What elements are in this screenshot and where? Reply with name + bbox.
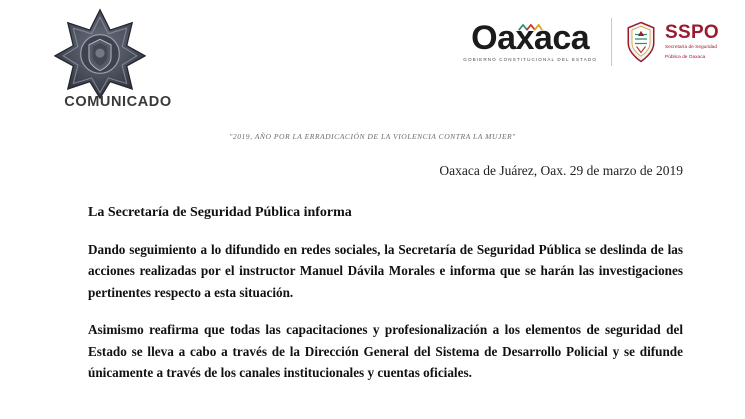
- sspo-acronym: SSPO: [665, 21, 719, 43]
- comunicado-label: COMUNICADO: [64, 94, 172, 110]
- logo-divider: [611, 18, 612, 66]
- sspo-text-block: [665, 23, 719, 62]
- body-paragraph-1: Dando seguimiento a lo difundido en redes sociales, la Secretaría de Seguridad Pública se deslinda de las acciones realizadas por el instructor Manuel Dávila Morales e informa que se harán las investigaciones pertinentes respecto a esta situación.: [88, 242, 683, 300]
- body-paragraph-2: Asimismo reafirma que todas las capacitaciones y profesionalización a los elementos de seguridad del Estado se lleva a cabo a través de la Dirección General del Sistema de Desarrollo Policial y se difunde únicamente a través de los canales institucionales y cuentas oficiales.: [88, 322, 683, 380]
- oaxaca-government-logo: [463, 21, 597, 63]
- oaxaca-wordmark: Oaxaca: [471, 19, 590, 58]
- badge-block: [54, 8, 172, 118]
- sspo-subtitle-line1: Secretaría de Seguridad: [665, 44, 717, 50]
- lead-paragraph: La Secretaría de Seguridad Pública informa: [88, 205, 352, 220]
- oaxaca-subtitle: GOBIERNO CONSTITUCIONAL DEL ESTADO: [463, 57, 597, 63]
- police-star-badge-icon: [54, 8, 146, 100]
- document-header: [0, 0, 745, 118]
- state-shield-emblem-icon: [626, 21, 656, 63]
- year-slogan: "2019, AÑO POR LA ERRADICACIÓN DE LA VIOLENCIA CONTRA LA MUJER": [229, 132, 516, 141]
- right-logo-group: [463, 18, 719, 66]
- document-body: [0, 205, 745, 383]
- sspo-logo: [626, 21, 719, 63]
- dateline: Oaxaca de Juárez, Oax. 29 de marzo de 2019: [439, 163, 683, 178]
- sspo-subtitle-line2: Pública de Oaxaca: [665, 54, 706, 60]
